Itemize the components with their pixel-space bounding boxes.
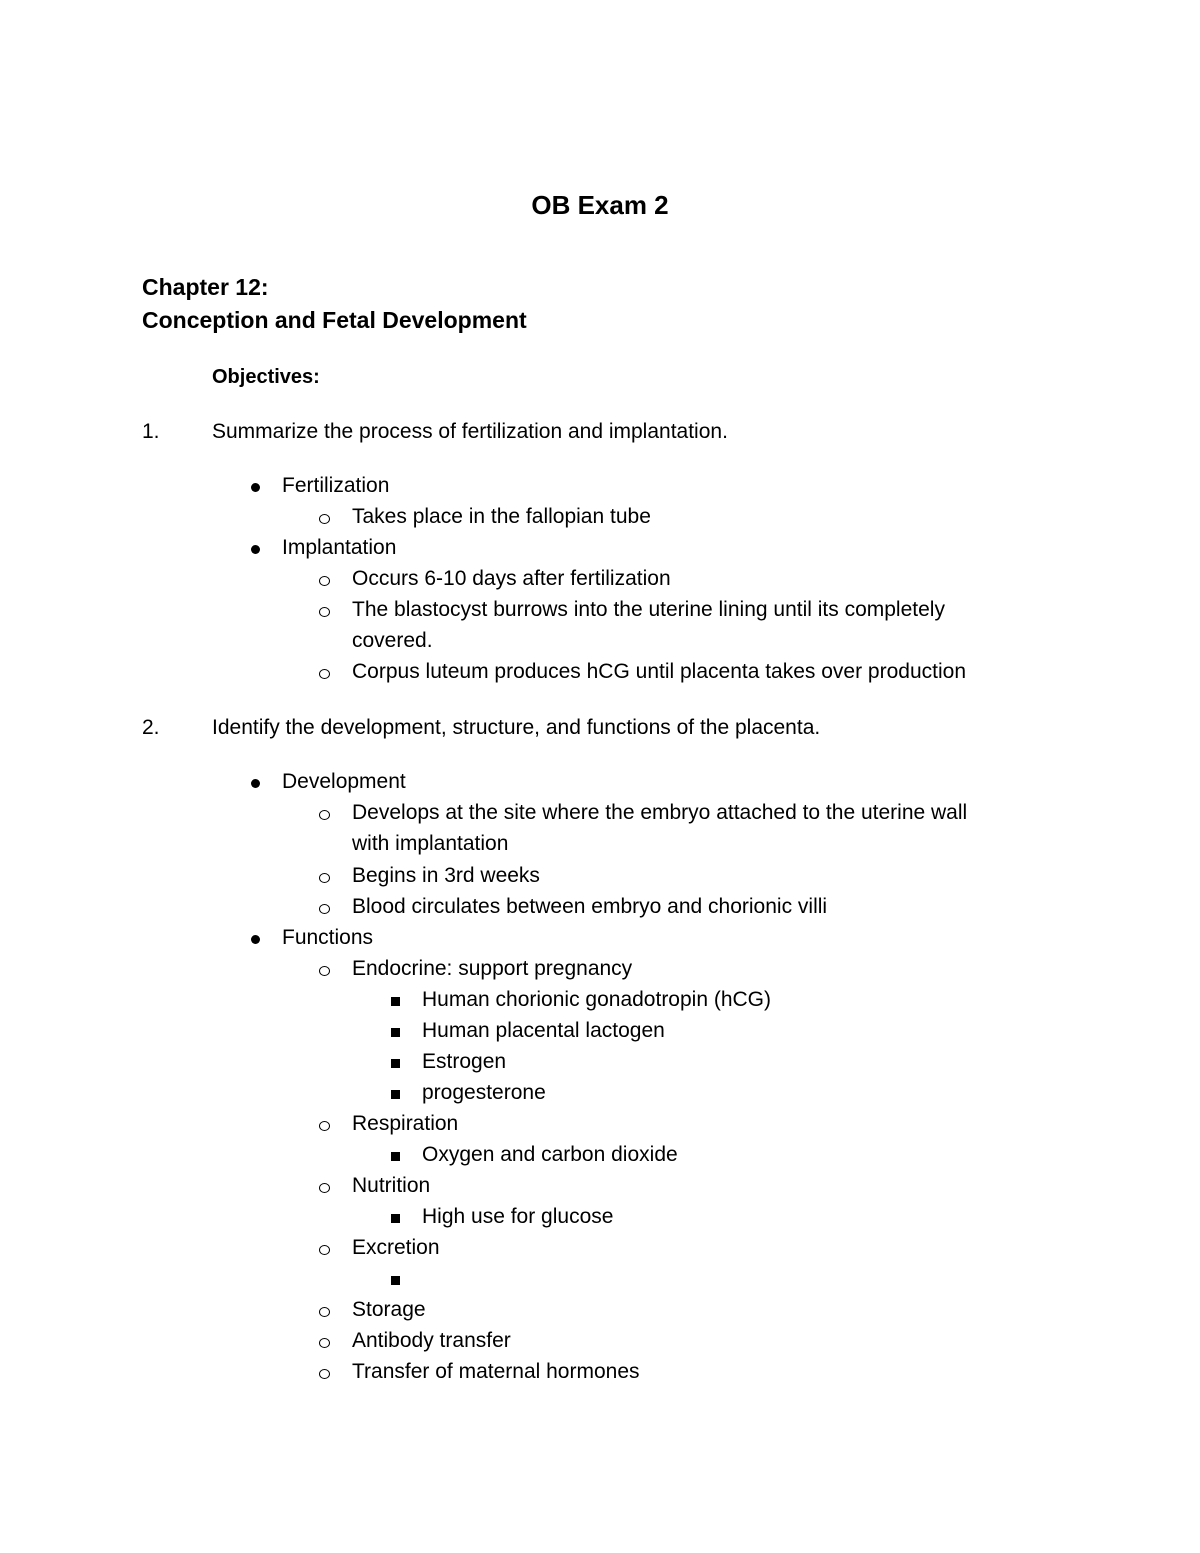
list-item: Corpus luteum produces hCG until placenta takes over production — [352, 660, 967, 683]
bullet-square-icon — [391, 1214, 400, 1223]
list-item: Implantation — [282, 536, 397, 559]
list-item: Antibody transfer — [352, 1329, 511, 1352]
bullet-hollow-icon — [319, 1121, 330, 1131]
bullet-square-icon — [391, 1059, 400, 1068]
list-item: Respiration — [352, 1112, 459, 1135]
objective-text: Summarize the process of fertilization and implantation. — [212, 420, 728, 443]
bullet-hollow-icon — [319, 1245, 330, 1255]
document-title: OB Exam 2 — [531, 190, 669, 220]
list-item: Blood circulates between embryo and chorionic villi — [352, 895, 828, 918]
bullet-filled-icon — [251, 483, 260, 492]
list-item: Endocrine: support pregnancy — [352, 957, 633, 980]
bullet-square-icon — [391, 1152, 400, 1161]
bullet-hollow-icon — [319, 810, 330, 820]
bullet-square-icon — [391, 1090, 400, 1099]
list-item: Estrogen — [422, 1050, 507, 1073]
list-item: Takes place in the fallopian tube — [352, 505, 651, 528]
list-item: Human placental lactogen — [422, 1019, 665, 1042]
list-item: Fertilization — [282, 474, 390, 497]
bullet-hollow-icon — [319, 1369, 330, 1379]
bullet-filled-icon — [251, 935, 260, 944]
objectives-label: Objectives: — [212, 366, 320, 388]
bullet-hollow-icon — [319, 904, 330, 914]
chapter-number: Chapter 12: — [142, 274, 269, 300]
list-item: Begins in 3rd weeks — [352, 864, 540, 887]
bullet-square-icon — [391, 1276, 400, 1285]
bullet-hollow-icon — [319, 514, 330, 524]
list-item-continuation: with implantation — [352, 832, 509, 855]
list-item: Excretion — [352, 1236, 440, 1259]
list-item-continuation: covered. — [352, 629, 433, 652]
list-item: Human chorionic gonadotropin (hCG) — [422, 988, 772, 1011]
bullet-filled-icon — [251, 545, 260, 554]
list-item: Oxygen and carbon dioxide — [422, 1143, 678, 1166]
list-item: Nutrition — [352, 1174, 431, 1197]
bullet-hollow-icon — [319, 1338, 330, 1348]
bullet-hollow-icon — [319, 1183, 330, 1193]
list-item: High use for glucose — [422, 1205, 614, 1228]
bullet-square-icon — [391, 1028, 400, 1037]
objective-text: Identify the development, structure, and functions of the placenta. — [212, 716, 821, 739]
bullet-filled-icon — [251, 779, 260, 788]
chapter-title: Conception and Fetal Development — [142, 307, 527, 333]
list-item: Develops at the site where the embryo attached to the uterine wall — [352, 801, 968, 824]
list-item: Storage — [352, 1298, 426, 1321]
list-item: The blastocyst burrows into the uterine lining until its completely — [352, 598, 945, 621]
list-item: Occurs 6-10 days after fertilization — [352, 567, 671, 590]
list-item: Transfer of maternal hormones — [352, 1360, 640, 1383]
list-item: progesterone — [422, 1081, 546, 1104]
bullet-hollow-icon — [319, 576, 330, 586]
bullet-hollow-icon — [319, 1307, 330, 1317]
objective-number: 1. — [142, 420, 160, 443]
bullet-hollow-icon — [319, 873, 330, 883]
objective-number: 2. — [142, 716, 160, 739]
bullet-square-icon — [391, 997, 400, 1006]
list-item: Functions — [282, 926, 374, 949]
bullet-hollow-icon — [319, 607, 330, 617]
bullet-hollow-icon — [319, 669, 330, 679]
list-item: Development — [282, 770, 406, 793]
bullet-hollow-icon — [319, 966, 330, 976]
